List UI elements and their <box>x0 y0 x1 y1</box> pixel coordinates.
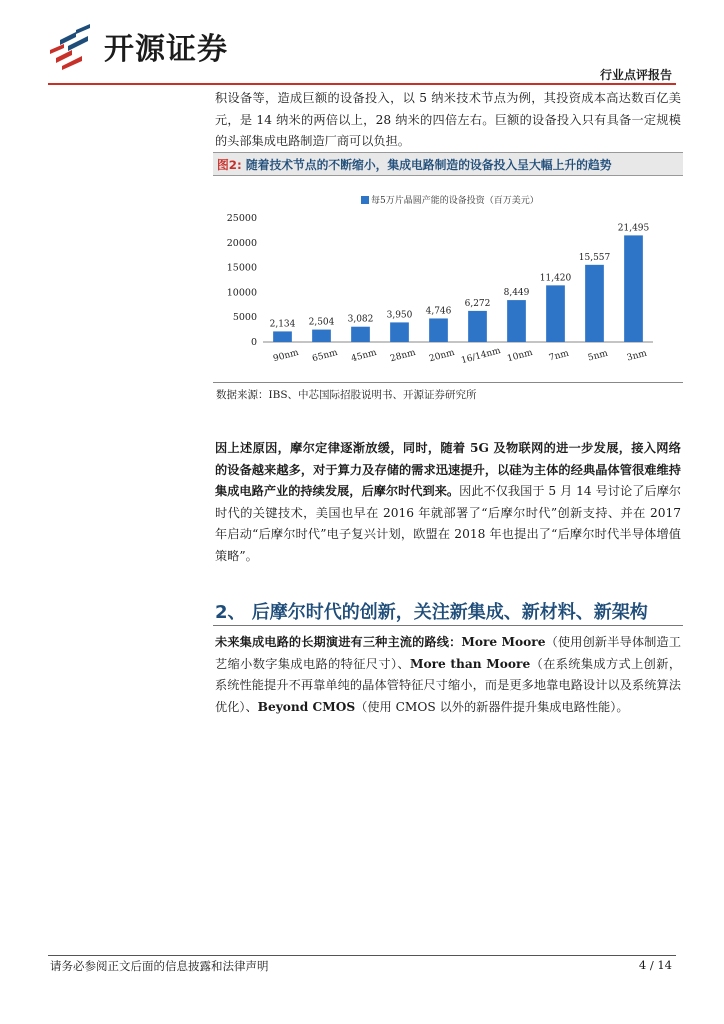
term-more-moore: More Moore <box>461 635 546 649</box>
footer-disclaimer: 请务必参阅正文后面的信息披露和法律声明 <box>50 959 269 973</box>
x-tick-label: 90nm <box>272 347 300 365</box>
bar-value-label: 21,495 <box>617 223 650 234</box>
page-number: 4 / 14 <box>638 958 672 972</box>
body-paragraph-2 <box>215 438 681 567</box>
legend-swatch <box>361 196 369 204</box>
bar-value-label: 15,557 <box>578 252 611 263</box>
figure-divider <box>213 382 683 383</box>
bar-value-label: 2,504 <box>308 317 335 328</box>
figure-label: 图2: <box>217 158 242 172</box>
header-divider <box>48 83 676 85</box>
x-tick-label: 3nm <box>625 348 648 364</box>
y-tick-label: 25000 <box>226 213 257 224</box>
bar-value-label: 4,746 <box>425 306 452 317</box>
term-more-than-moore: More than Moore <box>409 656 531 671</box>
x-tick-label: 10nm <box>506 347 534 365</box>
bar-value-label: 2,134 <box>269 319 296 330</box>
bar-value-label: 3,082 <box>347 314 374 325</box>
y-tick-label: 15000 <box>226 262 257 274</box>
body-paragraph-3 <box>215 632 681 718</box>
desc-beyond-cmos: （使用 CMOS 以外的新器件提升集成电路性能）。 <box>355 699 629 714</box>
bar <box>468 311 487 342</box>
x-axis <box>272 346 648 366</box>
x-tick-label: 16/14nm <box>460 346 502 367</box>
figure-caption: 随着技术节点的不断缩小，集成电路制造的设备投入呈大幅上升的趋势 <box>245 158 612 172</box>
bar <box>351 327 370 342</box>
bar-group <box>270 223 650 342</box>
y-tick-label: 10000 <box>226 287 257 299</box>
bar-value-label: 6,272 <box>464 298 491 309</box>
x-tick-label: 5nm <box>586 348 609 364</box>
report-type: 行业点评报告 <box>599 68 672 82</box>
chart-legend <box>361 194 539 206</box>
bar-value-label: 8,449 <box>503 288 530 299</box>
x-tick-label: 65nm <box>311 347 339 365</box>
desc-more-than-moore: （在系统集成方式上创新，系统性能提升不再靠单纯的晶体管特征尺寸缩小，而是更多地靠电路设计以及系统算法优化）、 <box>215 656 682 714</box>
bar <box>390 322 409 342</box>
bar <box>312 330 331 342</box>
legend-label: 每5万片晶圆产能的设备投资（百万美元） <box>371 196 539 206</box>
paragraph-2-text: 因此不仅我国于 5 月 14 号讨论了后摩尔时代的关键技术，美国也早在 2016 年就部署了“后摩尔时代”创新支持、并在 2017 年启动“后摩尔时代”电子复兴计划，欧盟在 2018 年也提出了“后摩尔时代半导体增值策略”。 <box>215 484 681 563</box>
x-tick-label: 7nm <box>547 348 570 364</box>
section-2-lead: 未来集成电路的长期演进有三种主流的路线： <box>215 635 462 649</box>
bar <box>585 265 604 342</box>
paragraph-2-bold: 因上述原因，摩尔定律逐渐放缓，同时，随着 5G 及物联网的进一步发展，接入网络的设备越来越多，对于算力及存储的需求迅速提升，以硅为主体的经典晶体管很难维持集成电路产业的持续发展，后摩尔时代到来。 <box>215 441 681 498</box>
desc-more-moore: （使用创新半导体制造工艺缩小数字集成电路的特征尺寸）、 <box>215 635 681 671</box>
brand-name: 开源证券 <box>104 32 228 67</box>
x-tick-label: 45nm <box>350 347 378 365</box>
section-divider <box>213 625 683 626</box>
section-2-title: 2、 后摩尔时代的创新，关注新集成、新材料、新架构 <box>215 602 648 623</box>
y-tick-label: 5000 <box>232 312 257 324</box>
x-tick-label: 28nm <box>389 347 417 365</box>
term-beyond-cmos: Beyond CMOS <box>257 699 356 714</box>
y-tick-label: 20000 <box>226 237 257 249</box>
equipment-investment-chart <box>213 182 683 382</box>
body-paragraph-1: 积设备等，造成巨额的设备投入，以 5 纳米技术节点为例，其投资成本高达数百亿美元，是 14 纳米的两倍以上，28 纳米的四倍左右。巨额的设备投入只有具备一定规模的头部集成电路制造厂商可以负担。 <box>215 91 681 148</box>
bar <box>546 285 565 342</box>
bar <box>624 235 643 342</box>
bar <box>273 331 292 342</box>
footer-divider <box>48 955 676 956</box>
bar-value-label: 3,950 <box>386 310 413 321</box>
x-tick-label: 20nm <box>428 347 456 365</box>
figure-title <box>213 152 683 176</box>
bar <box>429 318 448 342</box>
bar <box>507 300 526 342</box>
y-tick-label: 0 <box>250 337 257 348</box>
figure-source: 数据来源：IBS、中芯国际招股说明书、开源证券研究所 <box>216 389 477 401</box>
bar-value-label: 11,420 <box>539 273 572 284</box>
